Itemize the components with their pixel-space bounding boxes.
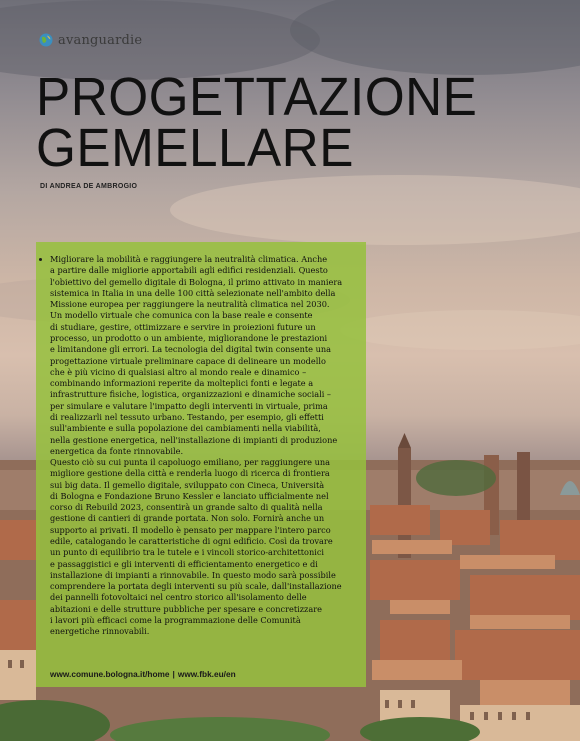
link-fbk[interactable]: www.fbk.eu/en: [177, 669, 236, 679]
article-title-line2: GEMELLARE: [36, 118, 354, 178]
bullet-marker: [39, 258, 42, 261]
globe-icon: [38, 32, 54, 48]
paragraph-1: Migliorare la mobilità e raggiungere la neutralità climatica. Anche a partire dalle migliorie apportabili agli edifici residenziali. Questo l'obiettivo del gemello digitale di Bologna, il primo attivato in maniera sistemica in Italia in una delle 100 città selezionate nell'ambito della Missione europea per raggiungere la neutralità climatica nel 2030. Un modello virtuale che comunica con la base reale e consente di studiare, gestire, ottimizzare e servire in proiezioni future un processo, un prodotto o un ambiente, migliorandone le prestazioni e limitandone gli errori. La tecnologia del digital twin consente una progettazione virtuale preliminare capace di delineare un modello che è più vicino di qualsiasi altro al mondo reale e dinamico – combinando informazioni reperite da molteplici fonti e legate a infrastrutture fisiche, logistica, organizzazioni e dinamiche sociali – per simulare e valutare l'impatto degli interventi in virtuale, prima di realizzarli nel tessuto urbano. Testando, per esempio, gli effetti sull'ambiente e sulla popolazione dei cambiamenti nella viabilità, nella gestione energetica, nell'installazione di impianti di produzione energetica da fonte rinnovabile.: [50, 254, 343, 456]
paragraph-2: Questo ciò su cui punta il capoluogo emiliano, per raggiungere una migliore gestione della città e renderla luogo di ricerca di frontiera sui big data. Il gemello digitale, sviluppato con Cineca, Università di Bologna e Fondazione Bruno Kessler e lanciato ufficialmente nel corso di Rebuild 2023, consentirà un grande salto di qualità nella gestione di cantieri di grande portata. Non solo. Fornirà anche un supporto ai privati. Il modello è pensato per mappare l'intero parco edile, catalogando le caratteristiche di ogni edificio. Così da trovare un punto di equilibrio tra le tutele e i vincoli storico-architettonici e passaggistici e gli interventi di efficientamento energetico e di installazione di impianti a rinnovabile. In questo modo sarà possibile comprendere la portata degli interventi su più scale, dall'installazione dei pannelli fotovoltaici nel centro storico all'isolamento delle abitazioni e delle strutture pubbliche per spesare e concretizzare i lavori più efficaci come la programmazione delle Comunità energetiche rinnovabili.: [50, 457, 342, 637]
article-byline: DI ANDREA DE AMBROGIO: [40, 183, 138, 190]
article-title-line1: PROGETTAZIONE: [36, 67, 478, 127]
section-header: [38, 32, 142, 48]
link-comune-bologna[interactable]: www.comune.bologna.it/home: [50, 669, 170, 679]
link-separator: |: [172, 669, 175, 679]
article-body: [50, 254, 362, 638]
source-links: [50, 669, 236, 679]
section-label: avanguardie: [58, 32, 143, 48]
